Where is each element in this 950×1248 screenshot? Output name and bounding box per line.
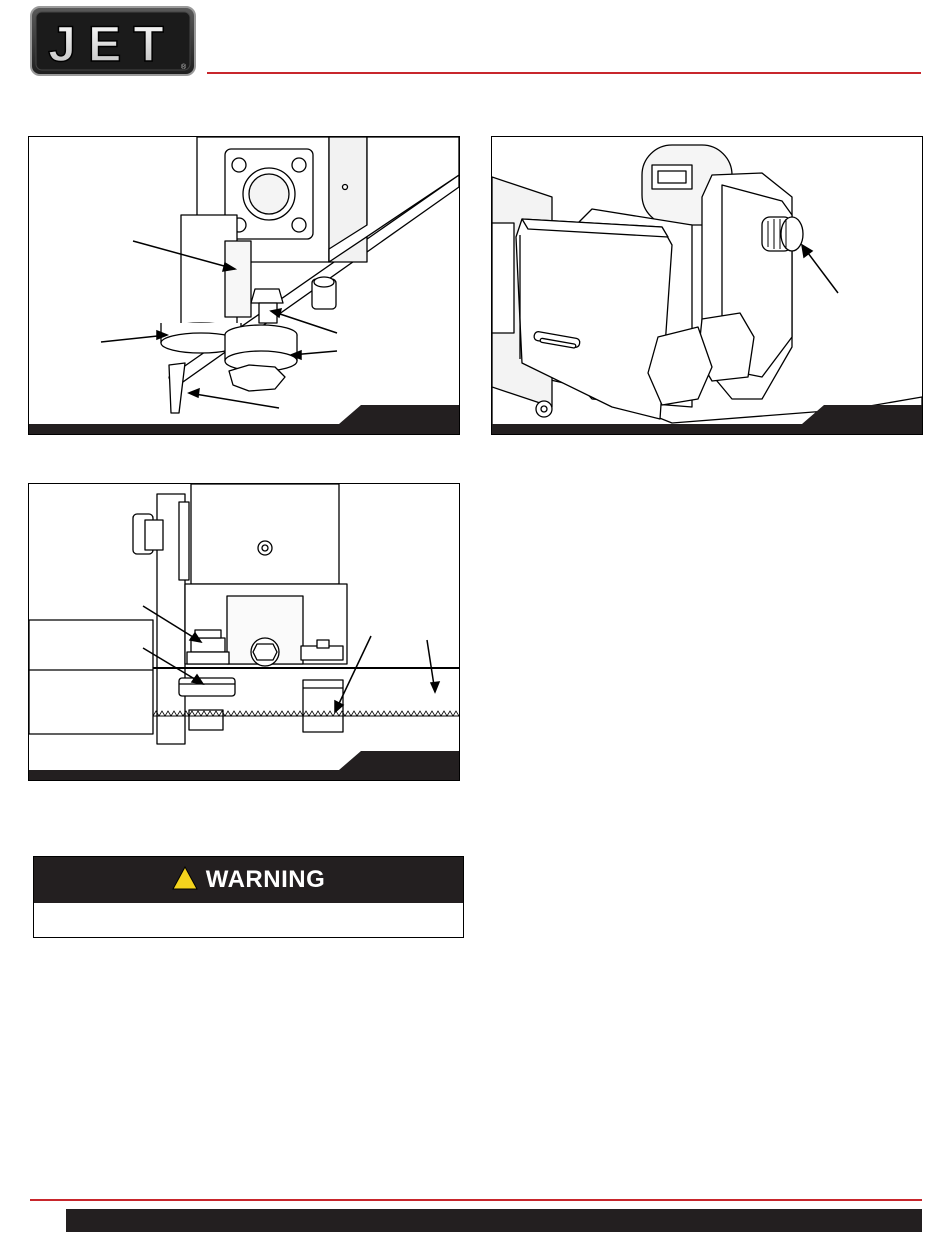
registered-mark: ®: [181, 64, 187, 71]
logo-text: JET: [48, 16, 176, 72]
warning-header: [34, 857, 463, 903]
figure-tab-band: [29, 405, 459, 434]
warning-body: [34, 903, 463, 937]
figure-blade-guide-bearings: [28, 136, 460, 435]
figure-guide-side-view: [28, 483, 460, 781]
jet-logo: [30, 6, 196, 76]
figure-blade-tension-knob: [491, 136, 923, 435]
warning-title: WARNING: [205, 866, 326, 893]
warning-triangle-icon: [172, 866, 198, 895]
footer-rule: [30, 1199, 922, 1201]
warning-box: [33, 856, 464, 938]
figure-tab-band: [29, 751, 459, 780]
header-rule: [207, 72, 921, 74]
footer-bar: [66, 1209, 922, 1232]
